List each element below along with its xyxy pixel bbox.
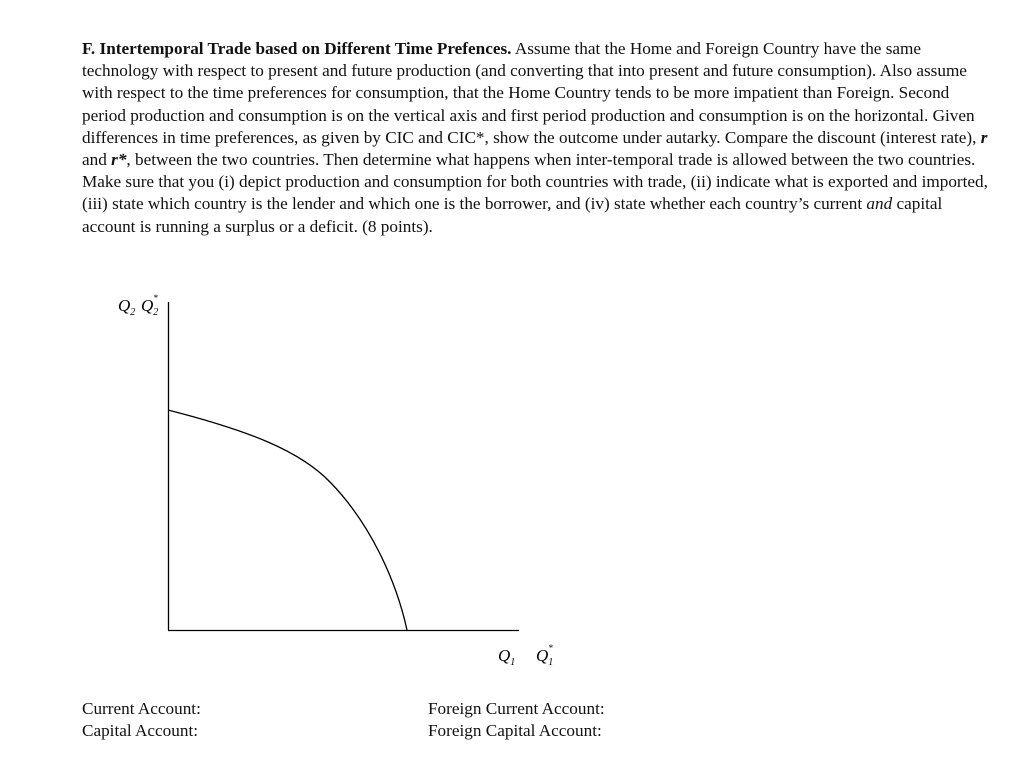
foreign-capital-account-label: Foreign Capital Account: [428,721,602,741]
ppf-curve [168,410,407,630]
question-and-word: and [82,150,112,170]
y-axis-label: $Q_2$ [118,296,136,318]
question-body-part3: capital account is running a surplus or a deficit. (8 points). [82,194,943,236]
home-current-account-label: Current Account: [82,699,201,718]
y-axis-label-foreign: $Q_2*$ [141,293,159,318]
home-accounts [82,698,201,742]
question-text [82,38,992,238]
interest-rate-foreign: r* [111,150,127,170]
home-capital-account-label: Capital Account: [82,721,198,741]
interest-rate-home: r [980,127,988,147]
question-body-part1: Assume that the Home and Foreign Country have the same technology with respect to present and future production (and converting that into present and future consumption). Also assume with respect to the time preferences for consumption, that the Home Country tends to be more impatient than Foreign. Second period production and consumption is on the vertical axis and first period production and consumption is on the horizontal. Given differences in time preferences, as given by CIC and CIC*, show the outcome under autarky. Compare the discount (interest rate), [82,39,981,147]
foreign-accounts [428,698,605,742]
foreign-current-account-label: Foreign Current Account: [428,699,605,718]
x-axis-label: $Q_1$ [498,646,516,668]
x-axis-label-foreign: $Q_1*$ [536,643,554,668]
question-heading: F. Intertemporal Trade based on Different Time Prefences. [82,39,512,58]
question-body-part2: , between the two countries. Then determine what happens when inter-temporal trade is allowed between the two countries. Make sure that you (i) depict production and consumption for both countries with trade, (ii) indicate what is exported and imported, (iii) state which country is the lender and which one is the borrower, and (iv) state whether each country’s current [82,150,988,214]
question-and-italic: and [866,194,893,214]
